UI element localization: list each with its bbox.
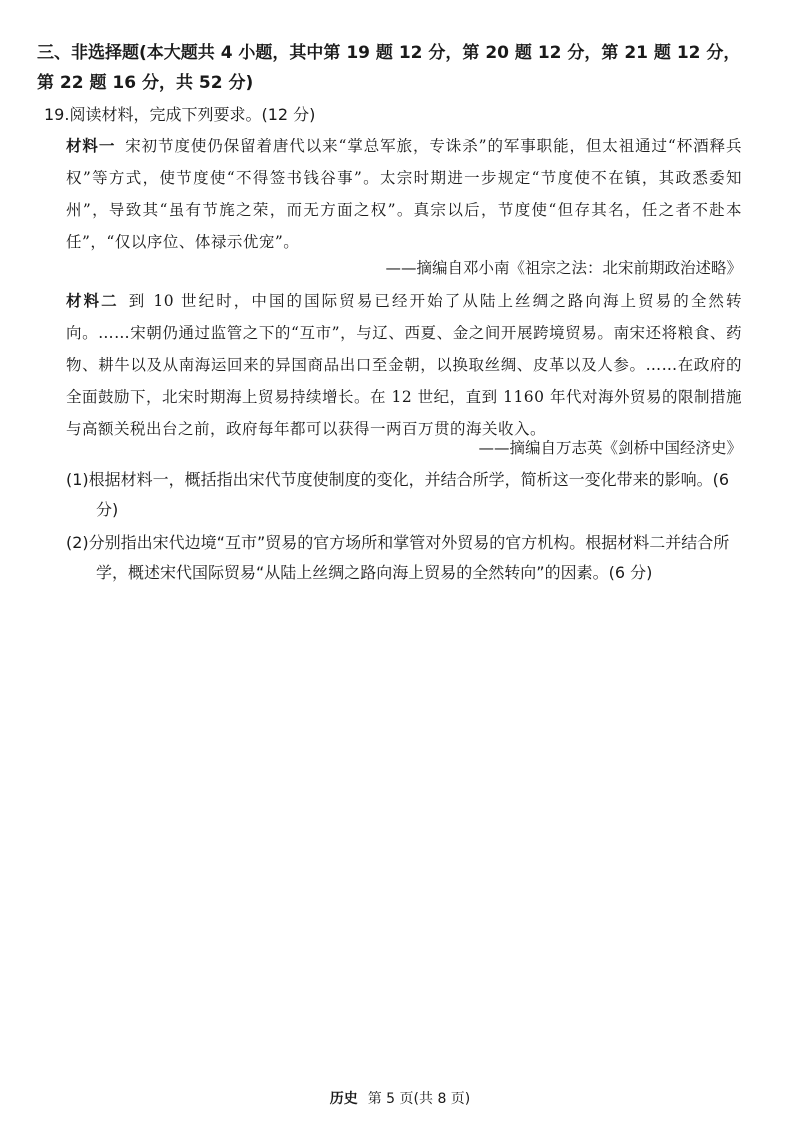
material-two xyxy=(66,285,742,445)
question-stem: 19.阅读材料，完成下列要求。(12 分) xyxy=(44,105,316,124)
material-two-text: 到 10 世纪时，中国的国际贸易已经开始了从陆上丝绸之路向海上贸易的全然转向。……宋朝仍通过监管之下的“互市”，与辽、西夏、金之间开展跨境贸易。南宋还将粮食、药物、耕牛以及从南海运回来的异国商品出口至金朝，以换取丝绸、皮革以及人参。……在政府的全面鼓励下，北宋时期海上贸易持续增长。在 12 世纪，直到 1160 年代对海外贸易的限制措施与高额关税出台之前，政府每年都可以获得一两百万贯的海关收入。 xyxy=(66,292,742,438)
footer-subject: 历史 xyxy=(329,1091,358,1107)
section-heading: 三、非选择题(本大题共 4 小题，其中第 19 题 12 分，第 20 题 12 分，第 21 题 12 分，第 22 题 16 分，共 52 分) xyxy=(37,43,741,93)
material-one-label: 材料一 xyxy=(66,137,116,155)
material-one xyxy=(66,130,742,258)
sub-question-1: (1)根据材料一，概括指出宋代节度使制度的变化，并结合所学，简析这一变化带来的影响。(6 分) xyxy=(66,470,730,519)
material-two-source: ——摘编自万志英《剑桥中国经济史》 xyxy=(478,439,742,457)
page-footer xyxy=(0,1088,800,1108)
material-one-source: ——摘编自邓小南《祖宗之法：北宋前期政治述略》 xyxy=(385,259,742,277)
sub-question-2: (2)分别指出宋代边境“互市”贸易的官方场所和掌管对外贸易的官方机构。根据材料二并结合所学，概述宋代国际贸易“从陆上丝绸之路向海上贸易的全然转向”的因素。(6 分) xyxy=(66,533,730,582)
material-two-label: 材料二 xyxy=(66,292,119,310)
material-one-text: 宋初节度使仍保留着唐代以来“掌总军旅，专诛杀”的军事职能，但太祖通过“杯酒释兵权”等方式，使节度使“不得签书钱谷事”。太宗时期进一步规定“节度使不在镇，其政悉委知州”，导致其“虽有节旄之荣，而无方面之权”。真宗以后，节度使“但存其名，任之者不赴本任”，“仅以序位、体禄示优宠”。 xyxy=(66,137,742,251)
footer-page-number: 第 5 页(共 8 页) xyxy=(367,1091,471,1107)
